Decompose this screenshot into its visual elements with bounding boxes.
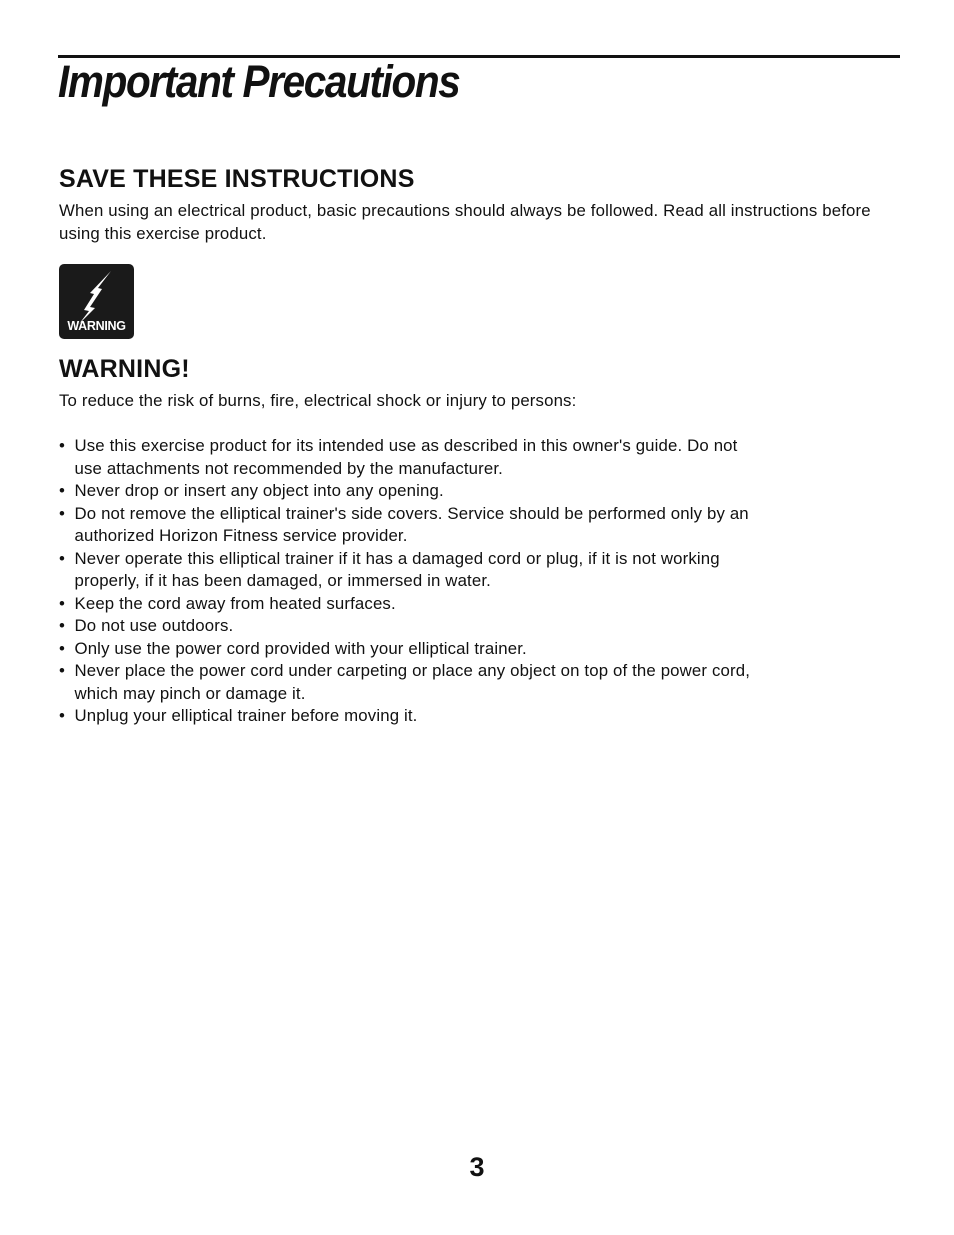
warning-icon (59, 264, 134, 339)
warning-intro: To reduce the risk of burns, fire, electrical shock or injury to persons: (59, 391, 577, 410)
bullet-icon: • (59, 503, 66, 523)
list-item-text: Do not use outdoors. (74, 616, 234, 635)
save-instructions-heading: SAVE THESE INSTRUCTIONS (59, 165, 415, 193)
list-item (59, 705, 759, 728)
list-item (59, 548, 759, 593)
list-item (59, 660, 759, 705)
bullet-icon: • (59, 661, 66, 680)
page-title: Important Precautions (58, 56, 460, 107)
bullet-icon: • (59, 638, 66, 658)
list-item-text: Never place the power cord under carpeting or place any object on top of the power cord, which may pinch or damage it. (74, 661, 751, 703)
list-item (59, 435, 759, 480)
list-item (59, 615, 759, 638)
bullet-icon: • (59, 548, 66, 568)
save-instructions-text: When using an electrical product, basic precautions should always be followed. Read all instructions before using this exercise product. (59, 201, 871, 243)
warning-heading: WARNING! (59, 355, 190, 383)
list-item-text: Unplug your elliptical trainer before moving it. (74, 706, 418, 725)
bullet-icon: • (59, 593, 66, 613)
list-item (59, 638, 759, 661)
list-item (59, 480, 759, 503)
bullet-icon: • (59, 481, 66, 500)
list-item-text: Never operate this elliptical trainer if it has a damaged cord or plug, if it is not working properly, if it has been damaged, or immersed in water. (74, 548, 720, 590)
bullet-icon: • (59, 616, 66, 635)
warning-icon-label: WARNING (67, 319, 126, 333)
list-item-text: Only use the power cord provided with your elliptical trainer. (74, 638, 527, 658)
bullet-icon: • (59, 706, 66, 725)
list-item-text: Do not remove the elliptical trainer's side covers. Service should be performed only by an authorized Horizon Fitness service provider. (74, 503, 749, 545)
precaution-list (59, 435, 759, 728)
page-number: 3 (469, 1152, 485, 1182)
list-item (59, 503, 759, 548)
list-item (59, 593, 759, 616)
bullet-icon: • (59, 436, 66, 455)
list-item-text: Keep the cord away from heated surfaces. (74, 593, 396, 613)
list-item-text: Never drop or insert any object into any opening. (74, 481, 444, 500)
list-item-text: Use this exercise product for its intended use as described in this owner's guide. Do not use attachments not recommended by the manufacturer. (74, 436, 738, 478)
